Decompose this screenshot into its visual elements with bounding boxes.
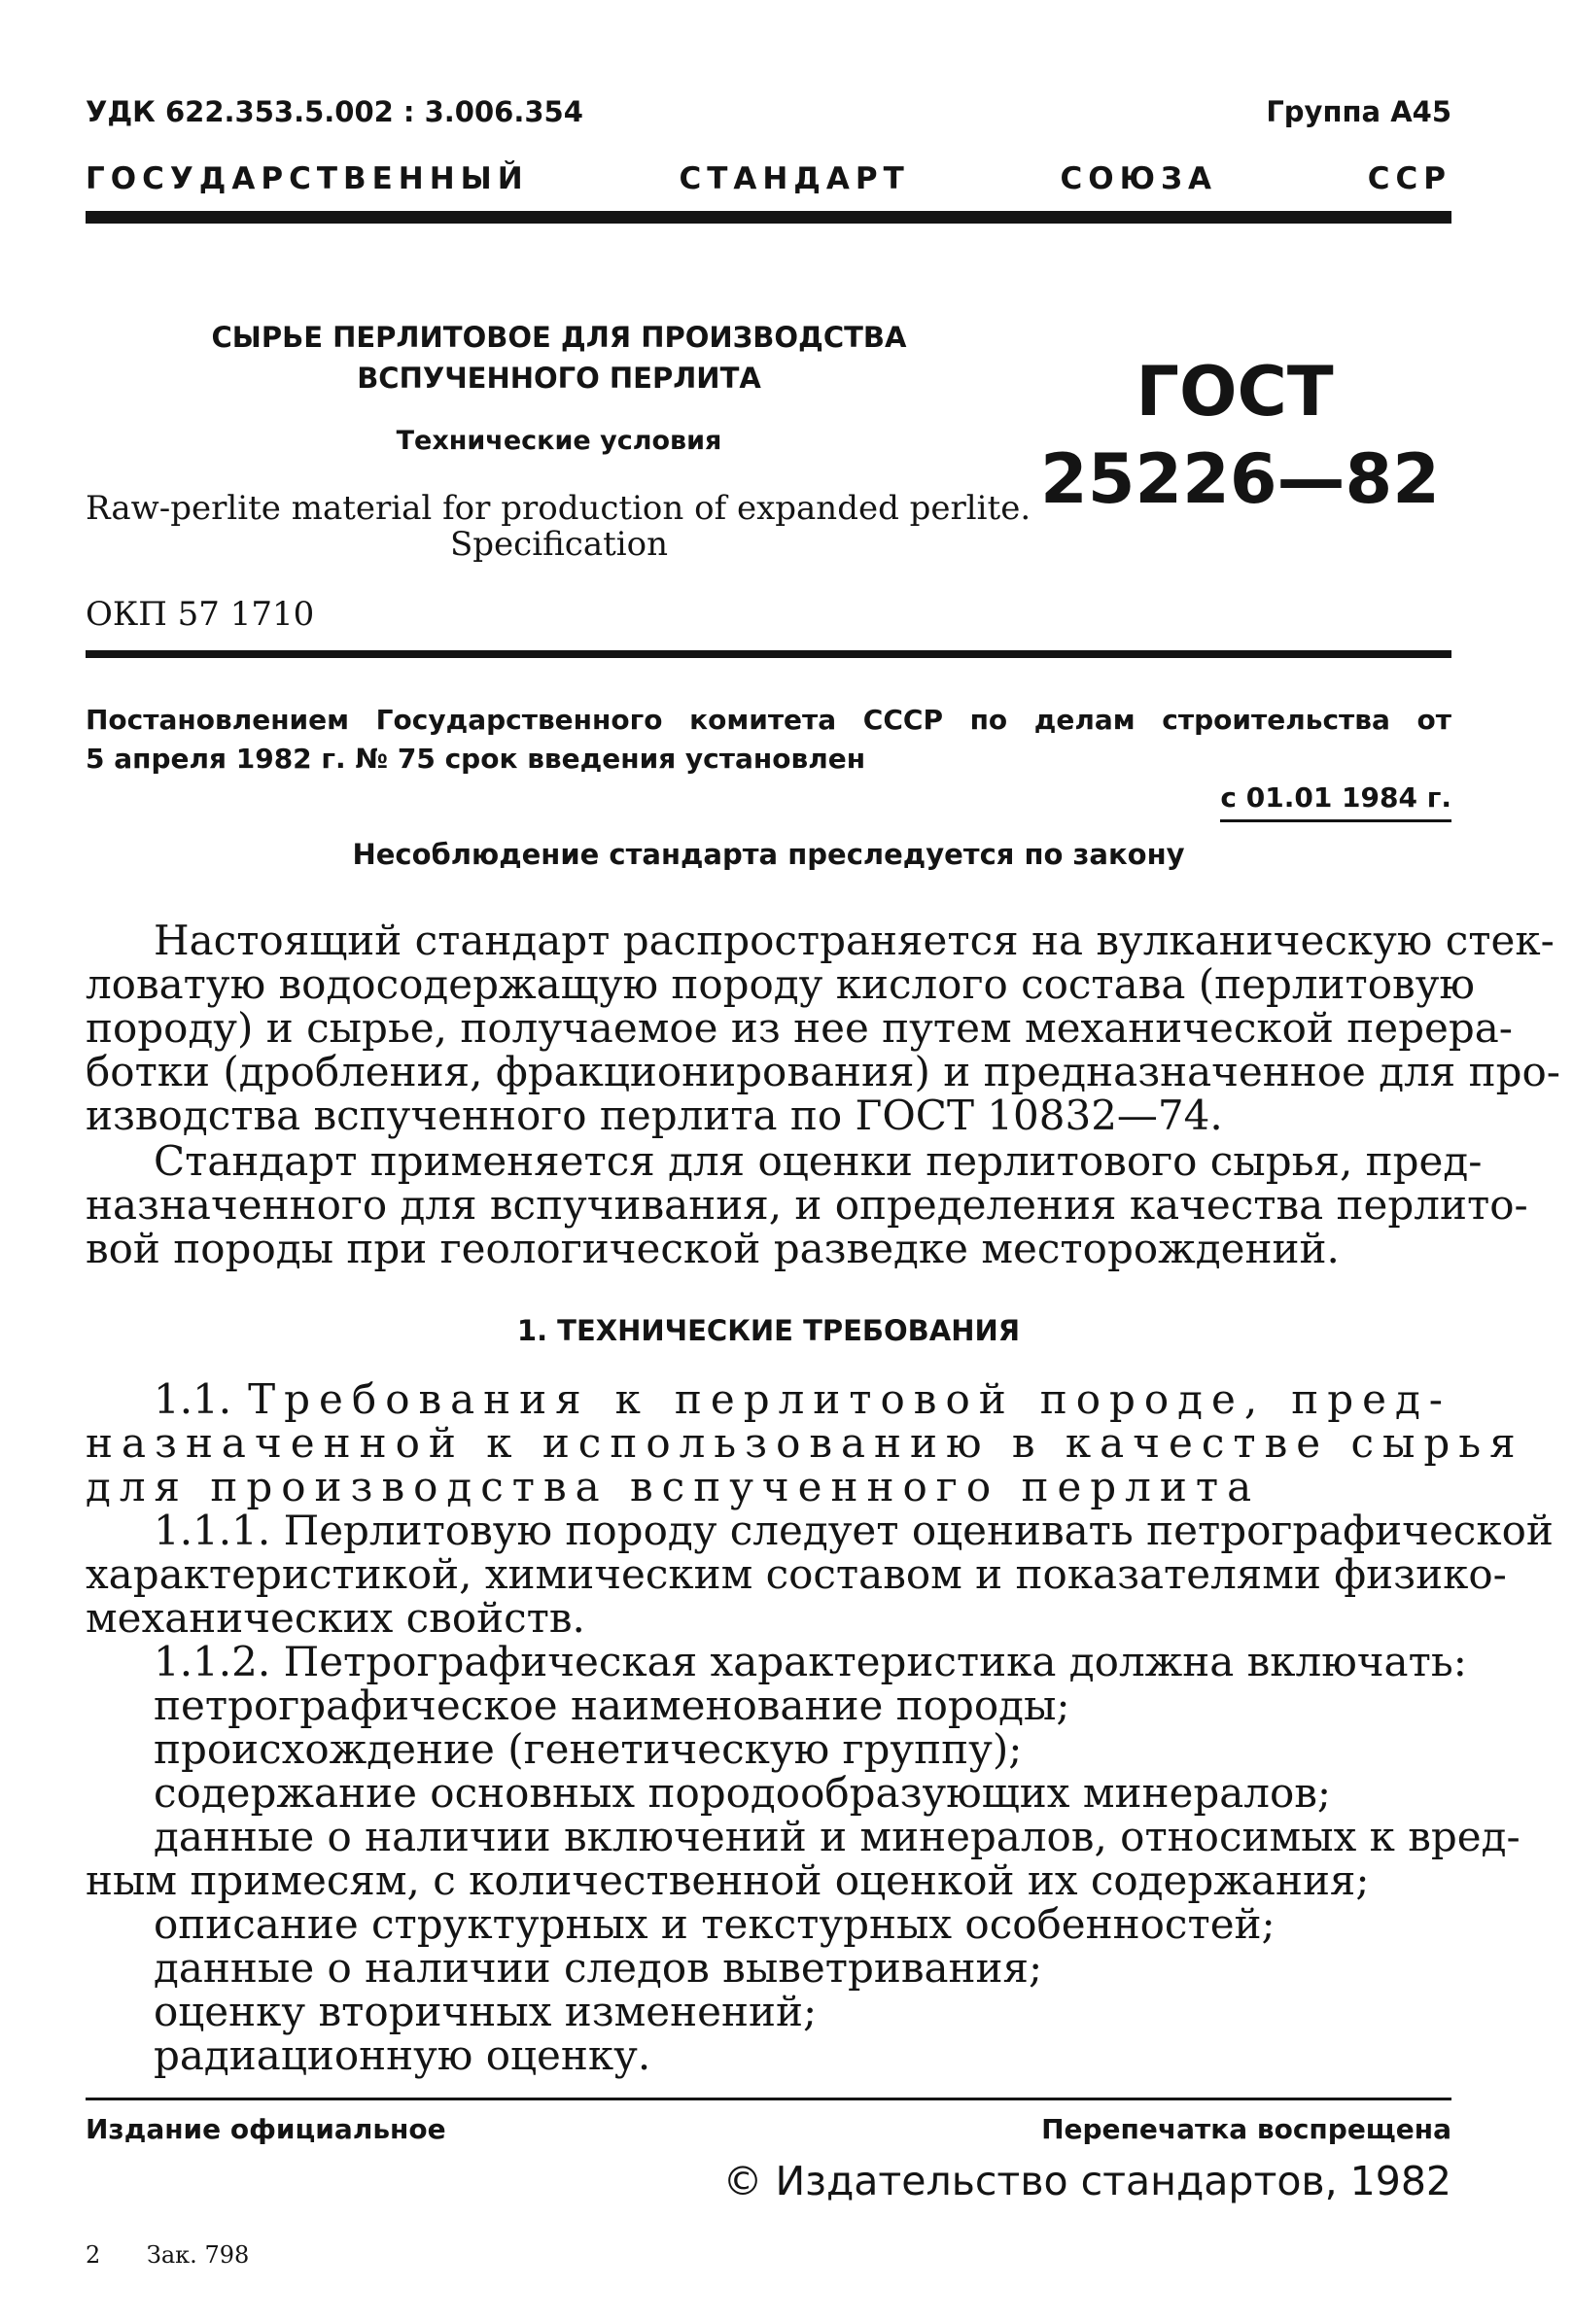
text-line: породу) и сырье, получаемое из нее путем механической перера- [86, 1004, 1513, 1052]
text-line [86, 1377, 1451, 1421]
gost-number: 25226—82 [1040, 439, 1440, 519]
requirement-text: Требования к перлитовой породе, пред- [248, 1375, 1451, 1423]
list-item: описание структурных и текстурных особенностей; [154, 1900, 1276, 1948]
footer-divider [86, 2098, 1451, 2100]
text-line: Стандарт применяется для оценки перлитового сырья, пред- [154, 1137, 1483, 1185]
list-item: данные о наличии включений и минералов, относимых к вред- [154, 1813, 1521, 1860]
text-line: ботки (дробления, фракционирования) и предназначенное для про- [86, 1048, 1560, 1095]
state-standard-banner [86, 161, 1451, 196]
list-item: данные о наличии следов выветривания; [154, 1944, 1043, 1992]
order-text: Зак. 798 [146, 2241, 250, 2269]
effective-date: с 01.01 1984 г. [1220, 781, 1451, 822]
intro-paragraph-1 [86, 917, 1560, 1139]
legal-warning: Несоблюдение стандарта преследуется по закону [352, 838, 1185, 871]
list-item: оценку вторичных изменений; [154, 1988, 818, 2035]
list-item: содержание основных породообразующих минералов; [154, 1769, 1332, 1817]
section-title: 1. ТЕХНИЧЕСКИЕ ТРЕБОВАНИЯ [516, 1314, 1021, 1347]
banner-word: СТАНДАРТ [679, 161, 910, 196]
requirement-number: 1.1. [154, 1375, 232, 1423]
text-line: Настоящий стандарт распространяется на вулканическую стек- [154, 917, 1555, 964]
title-ru-line1: СЫРЬЕ ПЕРЛИТОВОЕ ДЛЯ ПРОИЗВОДСТВА [211, 321, 907, 354]
clause-1-1-2 [86, 1638, 1521, 2079]
gost-label: ГОСТ [1136, 352, 1334, 432]
text-line: изводства вспученного перлита по ГОСТ 10832—74. [86, 1092, 1223, 1139]
title-ru-line2: ВСПУЧЕННОГО ПЕРЛИТА [357, 362, 761, 395]
text-line: 1.1.1. Перлитовую породу следует оценивать петрографической [154, 1507, 1554, 1554]
text-line: для производства вспученного перлита [86, 1463, 1261, 1510]
list-item: происхождение (генетическую группу); [154, 1725, 1023, 1773]
title-en-line1: Raw-perlite material for production of expanded perlite. [86, 489, 1031, 528]
clause-1-1-1 [86, 1507, 1554, 1642]
title-divider [86, 650, 1451, 658]
intro-paragraph-2 [86, 1137, 1528, 1272]
order-page: 2 [86, 2241, 101, 2269]
title-subtitle: Технические условия [396, 426, 722, 456]
okp-code: ОКП 57 1710 [86, 595, 315, 634]
banner-word: ССР [1367, 161, 1451, 196]
text-line: назначенной к использованию в качестве сырья [86, 1419, 1524, 1467]
decree-line2: 5 апреля 1982 г. № 75 срок введения установлен [86, 743, 866, 775]
text-line: механических свойств. [86, 1594, 585, 1642]
decree-line1: Постановлением Государственного комитета СССР по делам строительства от [86, 704, 1451, 736]
text-line: ловатую водосодержащую породу кислого состава (перлитовую [86, 960, 1475, 1008]
title-en-line2: Specification [450, 525, 668, 564]
edition-label: Издание официальное [86, 2113, 446, 2145]
text-line: вой породы при геологической разведке месторождений. [86, 1225, 1340, 1272]
udk-code: УДК 622.353.5.002 : 3.006.354 [86, 95, 583, 128]
requirement-heading [86, 1375, 1524, 1510]
publisher-copyright: © Издательство стандартов, 1982 [722, 2158, 1451, 2204]
list-item: радиационную оценку. [154, 2031, 651, 2079]
list-item-continuation: ным примесям, с количественной оценкой их содержания; [86, 1856, 1370, 1904]
text-line: 1.1.2. Петрографическая характеристика должна включать: [154, 1638, 1467, 1685]
banner-word: ГОСУДАРСТВЕННЫЙ [86, 161, 529, 196]
text-line: характеристикой, химическим составом и показателями физико- [86, 1550, 1507, 1598]
reprint-notice: Перепечатка воспрещена [1041, 2113, 1451, 2145]
banner-word: СОЮЗА [1060, 161, 1218, 196]
group-code: Группа А45 [1266, 95, 1451, 128]
order-number [86, 2241, 249, 2269]
text-line: назначенного для вспучивания, и определения качества перлито- [86, 1181, 1528, 1229]
header-divider [86, 211, 1451, 224]
list-item: петрографическое наименование породы; [154, 1682, 1070, 1729]
